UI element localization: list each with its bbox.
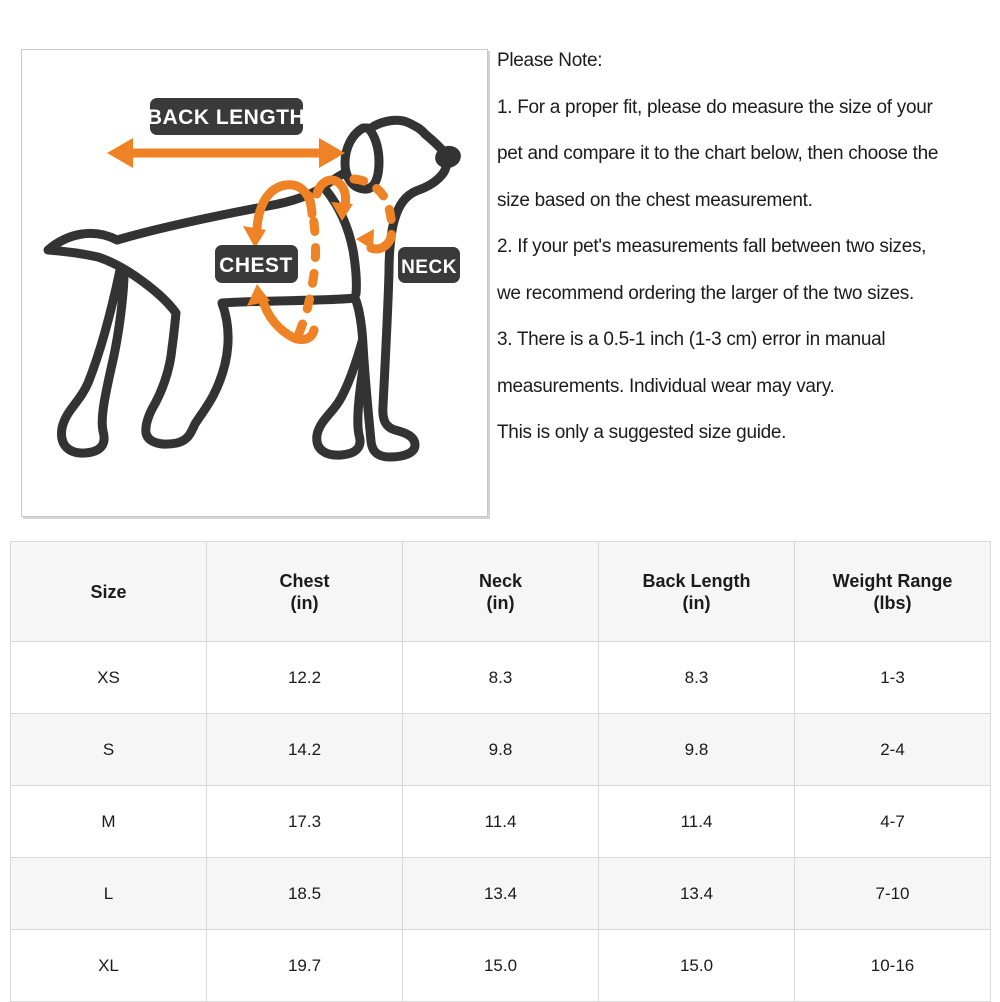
size-cell: L [11, 858, 207, 930]
column-header-unit: (in) [290, 592, 319, 613]
back-length-cell: 11.4 [599, 786, 795, 858]
dog-diagram-svg [22, 50, 487, 516]
weight-range-cell: 10-16 [795, 930, 991, 1002]
size-cell: M [11, 786, 207, 858]
neck-cell: 8.3 [403, 642, 599, 714]
chest-cell: 14.2 [207, 714, 403, 786]
table-row [11, 930, 991, 1002]
table-row [11, 858, 991, 930]
note-line: pet and compare it to the chart below, then choose the [497, 143, 939, 164]
notes-lines [497, 85, 1000, 457]
back-length-cell: 8.3 [599, 642, 795, 714]
column-header [11, 542, 207, 642]
column-header-label: Chest [279, 570, 330, 591]
neck-cell: 15.0 [403, 930, 599, 1002]
weight-range-cell: 4-7 [795, 786, 991, 858]
notes-title: Please Note: [497, 50, 603, 71]
chest-cell: 18.5 [207, 858, 403, 930]
notes-section [497, 38, 1000, 457]
table-row [11, 714, 991, 786]
note-line: we recommend ordering the larger of the two sizes. [497, 282, 914, 304]
neck-cell: 9.8 [403, 714, 599, 786]
column-header [207, 542, 403, 642]
chest-cell: 12.2 [207, 642, 403, 714]
note-line: measurements. Individual wear may vary. [497, 375, 835, 397]
back-length-cell: 15.0 [599, 930, 795, 1002]
column-header-unit: (lbs) [873, 592, 912, 613]
column-header-label: Neck [478, 570, 523, 591]
column-header-unit: (in) [486, 592, 515, 613]
size-chart-body [11, 642, 991, 1002]
column-header-label: Back Length [642, 570, 751, 591]
neck-label: NECK [401, 257, 457, 278]
dog-measurement-diagram [21, 49, 488, 517]
table-row [11, 642, 991, 714]
note-line: 3. There is a 0.5-1 inch (1-3 cm) error in manual [497, 329, 886, 350]
size-cell: S [11, 714, 207, 786]
neck-cell: 13.4 [403, 858, 599, 930]
back-length-cell: 9.8 [599, 714, 795, 786]
size-chart-table [10, 541, 991, 1002]
column-header [795, 542, 991, 642]
weight-range-cell: 1-3 [795, 642, 991, 714]
column-header-unit: (in) [682, 592, 711, 613]
chest-cell: 17.3 [207, 786, 403, 858]
column-header [599, 542, 795, 642]
dog-far-hind-leg [62, 270, 124, 453]
size-chart-head [11, 542, 991, 642]
note-line: size based on the chest measurement. [497, 189, 813, 211]
note-line: 1. For a proper fit, please do measure the size of your [497, 96, 933, 118]
back-length-cell: 13.4 [599, 858, 795, 930]
chest-cell: 19.7 [207, 930, 403, 1002]
size-chart-header-row [11, 542, 991, 642]
size-cell: XS [11, 642, 207, 714]
note-line: 2. If your pet's measurements fall between two sizes, [497, 236, 927, 257]
chest-label: CHEST [219, 254, 293, 277]
column-header [403, 542, 599, 642]
weight-range-cell: 7-10 [795, 858, 991, 930]
column-header-label: Size [90, 581, 127, 602]
back-length-label: BACK LENGTH [146, 106, 306, 129]
column-header-label: Weight Range [832, 570, 953, 591]
table-row [11, 786, 991, 858]
size-cell: XL [11, 930, 207, 1002]
neck-cell: 11.4 [403, 786, 599, 858]
back-length-arrow-left-head [107, 138, 133, 168]
note-line: This is only a suggested size guide. [497, 422, 787, 443]
weight-range-cell: 2-4 [795, 714, 991, 786]
size-chart [10, 541, 991, 1002]
